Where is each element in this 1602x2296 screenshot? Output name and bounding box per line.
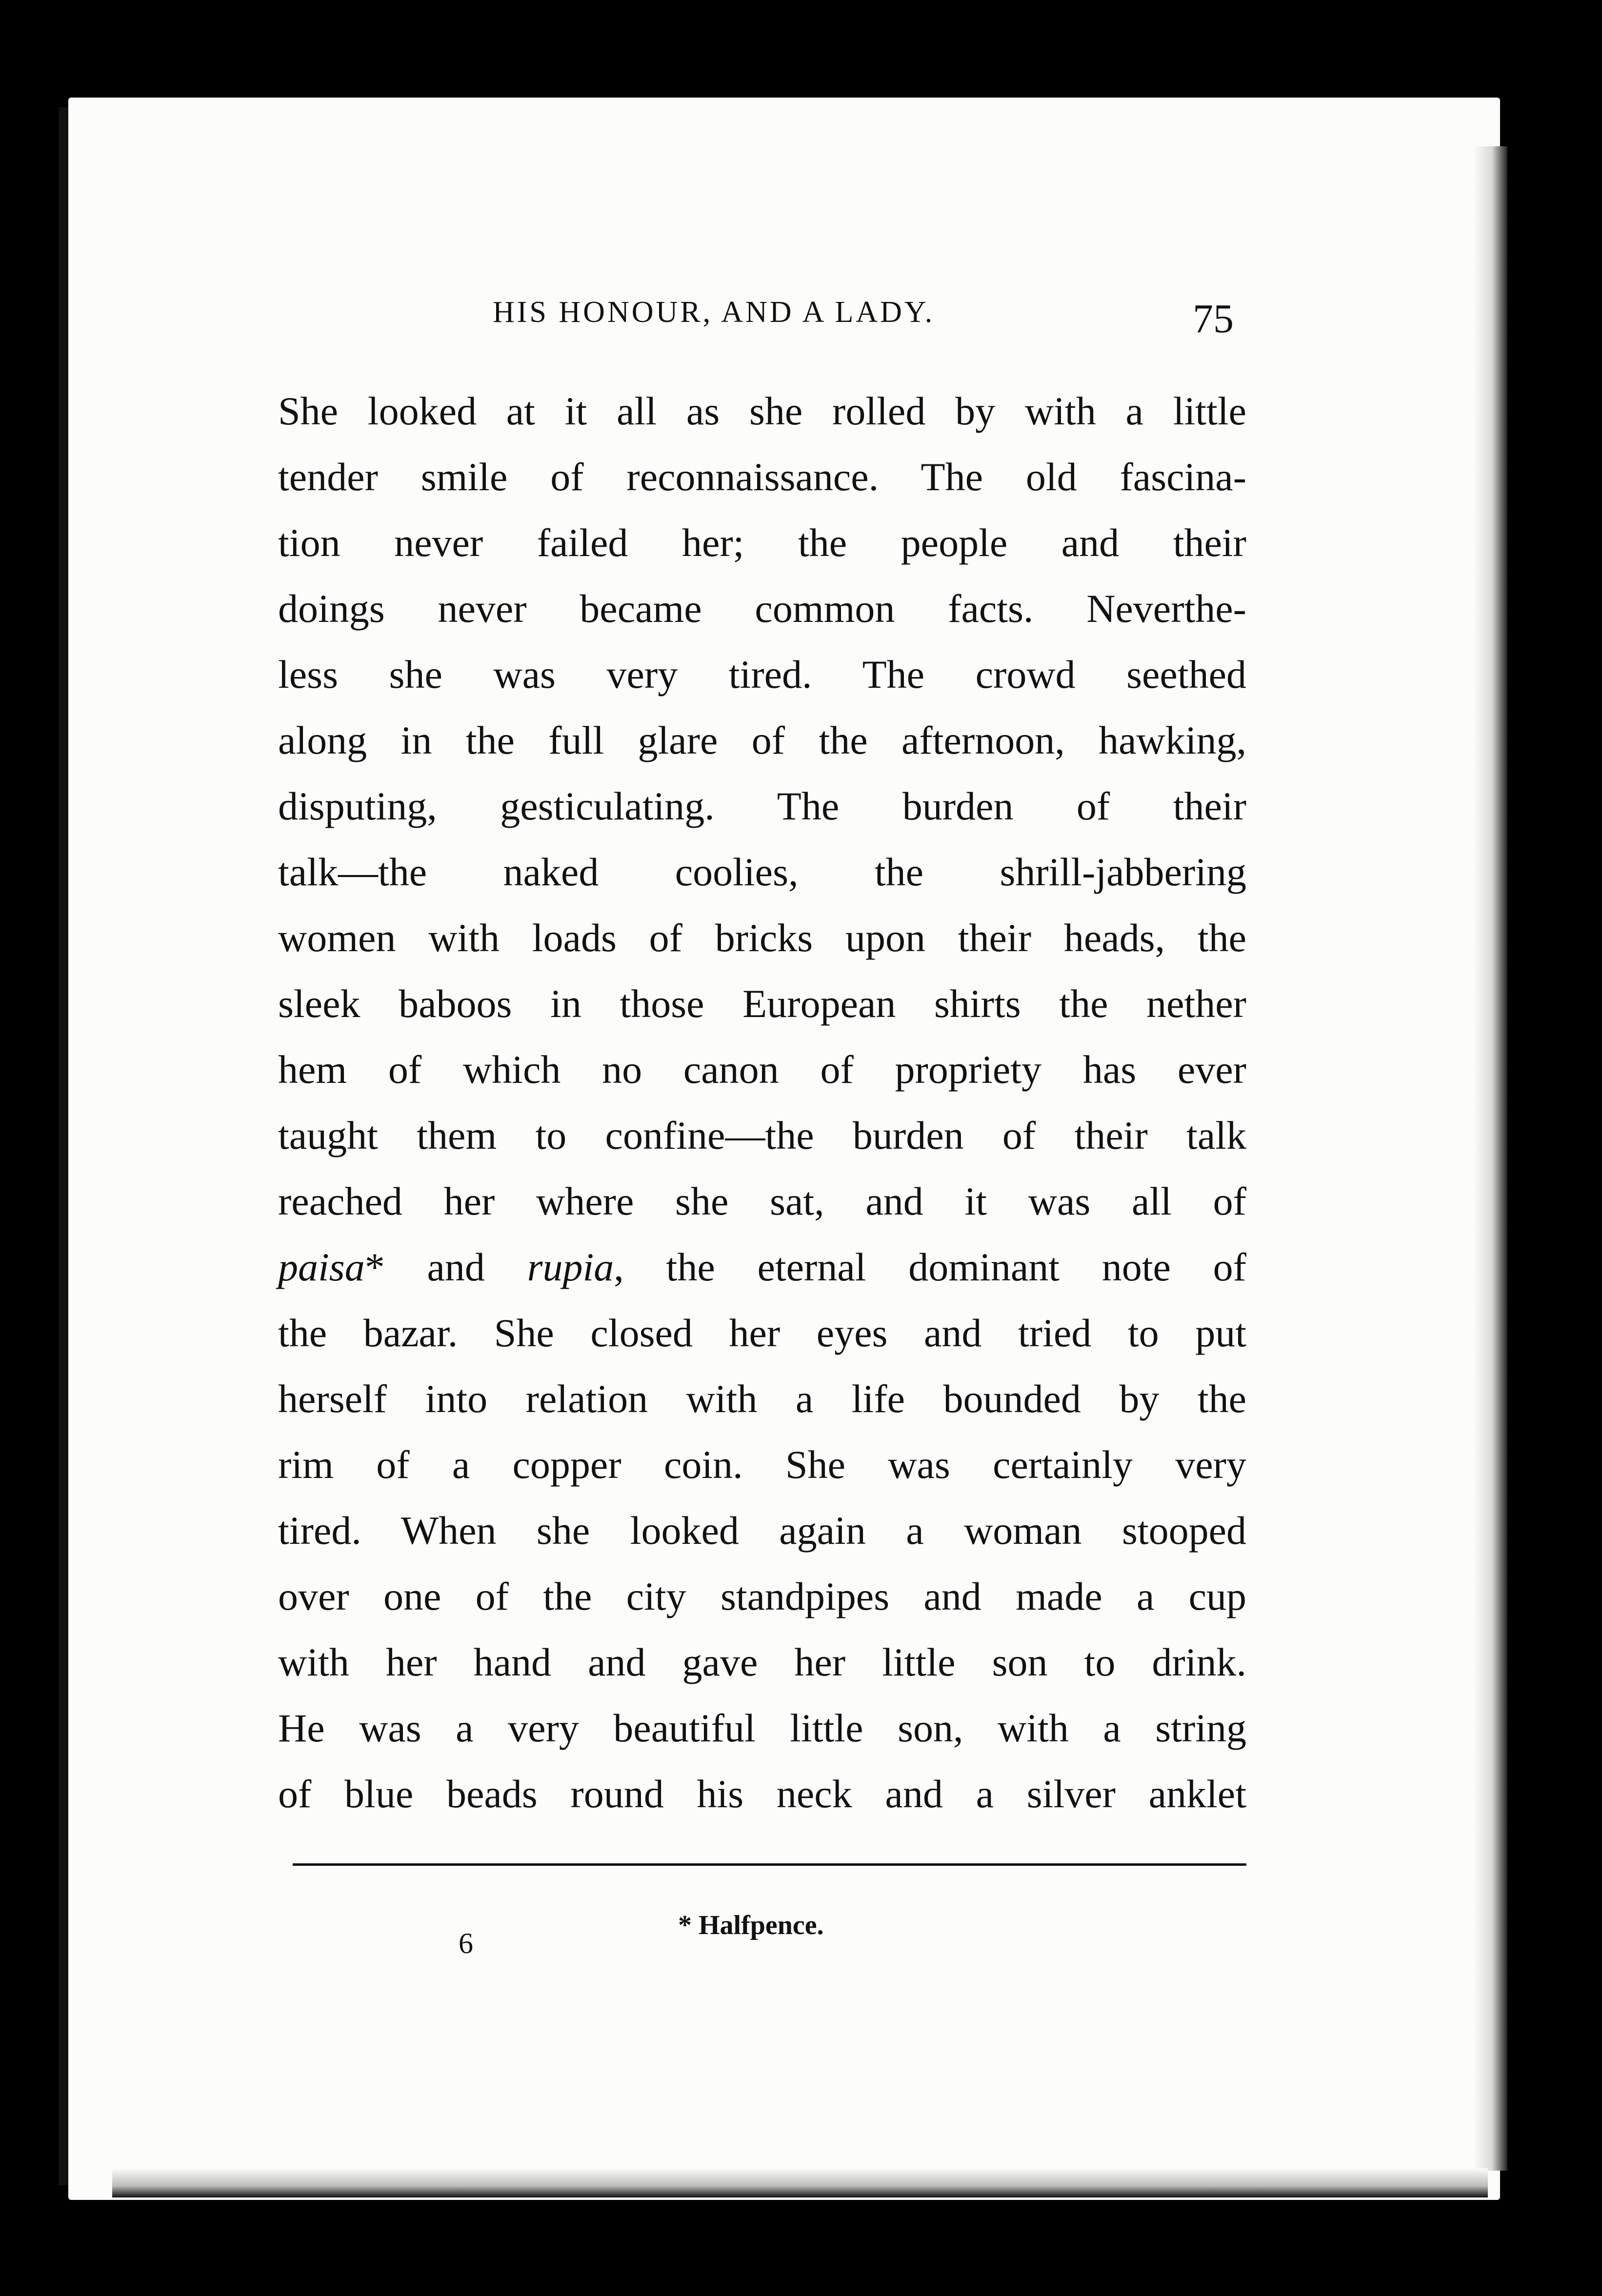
text-line: doings never became common facts. Neverthe- bbox=[278, 586, 1246, 631]
text-line: the bazar. She closed her eyes and tried to put bbox=[278, 1311, 1246, 1355]
text-line: rim of a copper coin. She was certainly very bbox=[278, 1442, 1246, 1487]
text-line: of blue beads round his neck and a silver anklet bbox=[278, 1772, 1246, 1816]
running-head: HIS HONOUR, AND A LADY. bbox=[493, 296, 935, 329]
text-line: talk—the naked coolies, the shrill-jabbering bbox=[278, 850, 1246, 894]
page-right-edge bbox=[1473, 146, 1507, 2171]
text-line: along in the full glare of the afternoon, hawking, bbox=[278, 718, 1246, 762]
text-fragment: and bbox=[384, 1245, 527, 1289]
signature-mark: 6 bbox=[459, 1927, 473, 1959]
text-line: He was a very beautiful little son, with a string bbox=[278, 1706, 1246, 1750]
text-line: less she was very tired. The crowd seethed bbox=[278, 652, 1246, 697]
italic-word-paisa: paisa bbox=[278, 1245, 365, 1289]
text-line: She looked at it all as she rolled by with a little bbox=[278, 389, 1246, 433]
footnote: * Halfpence. bbox=[678, 1910, 824, 1940]
text-line: tender smile of reconnaissance. The old fascina- bbox=[278, 455, 1246, 499]
page-bottom-edge bbox=[112, 2168, 1488, 2197]
text-line: sleek baboos in those European shirts the nether bbox=[278, 981, 1246, 1026]
text-line: herself into relation with a life bounded by the bbox=[278, 1377, 1246, 1421]
footnote-marker: * bbox=[364, 1245, 385, 1289]
text-line: taught them to confine—the burden of their talk bbox=[278, 1113, 1246, 1158]
text-line: women with loads of bricks upon their heads, the bbox=[278, 916, 1246, 960]
body-text bbox=[278, 378, 1246, 1827]
text-line: tion never failed her; the people and their bbox=[278, 520, 1246, 565]
text-line: hem of which no canon of propriety has ever bbox=[278, 1047, 1246, 1092]
text-line-italic-words bbox=[278, 1234, 1246, 1300]
text-line: tired. When she looked again a woman stooped bbox=[278, 1508, 1246, 1553]
text-fragment: , the eternal dominant note of bbox=[614, 1245, 1246, 1289]
footnote-rule bbox=[293, 1863, 1246, 1866]
text-line: reached her where she sat, and it was all of bbox=[278, 1179, 1246, 1223]
text-line: with her hand and gave her little son to drink. bbox=[278, 1640, 1246, 1684]
italic-word-rupia: rupia bbox=[527, 1245, 614, 1289]
text-line: over one of the city standpipes and made a cup bbox=[278, 1574, 1246, 1618]
text-line: disputing, gesticulating. The burden of their bbox=[278, 784, 1246, 828]
page-number: 75 bbox=[1193, 296, 1234, 341]
